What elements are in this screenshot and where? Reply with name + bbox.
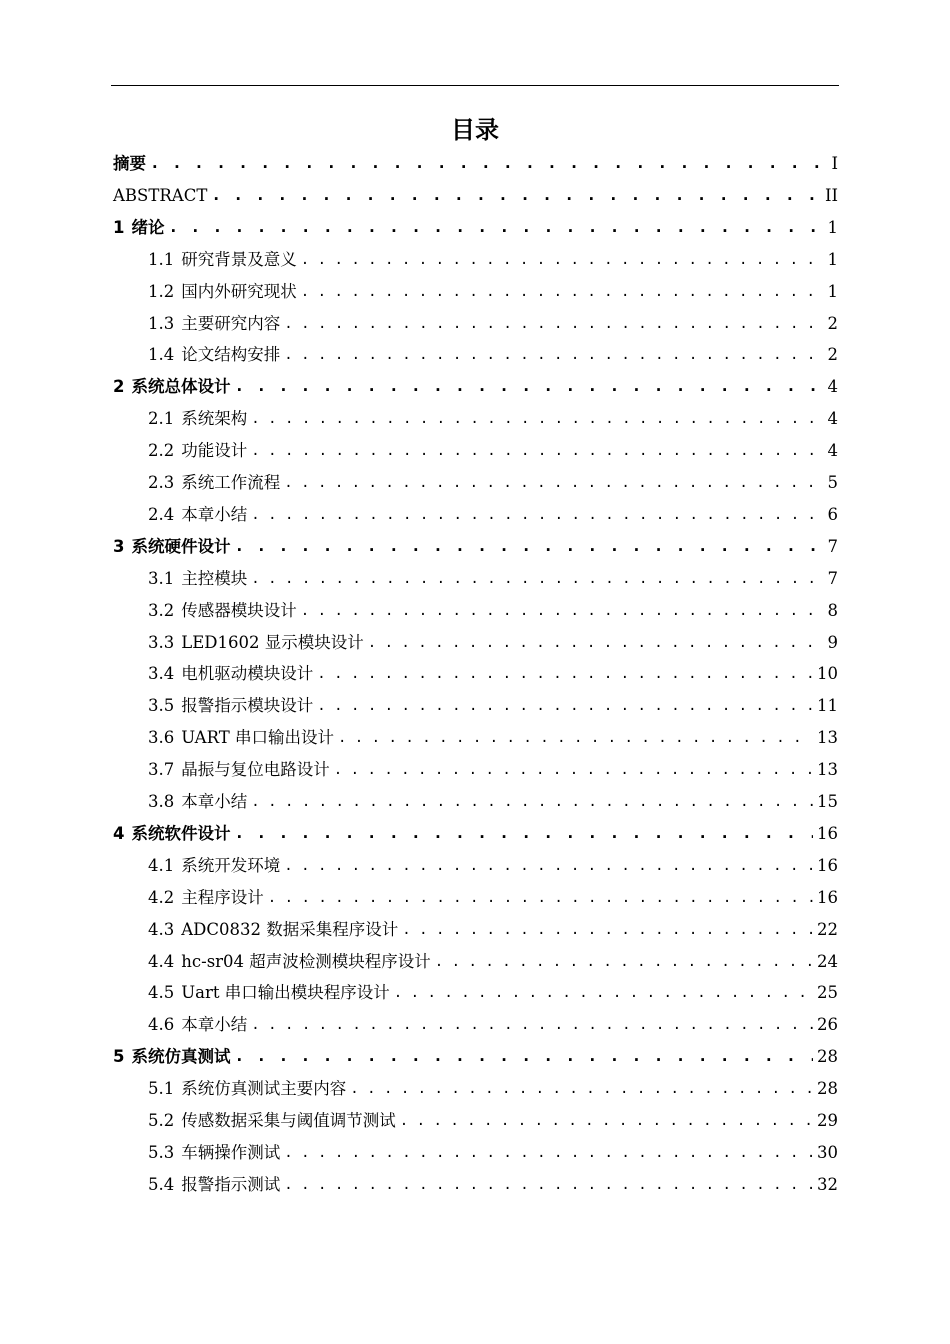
toc-entry-number: 4.3 bbox=[148, 919, 175, 939]
toc-leader-dots bbox=[284, 849, 813, 882]
toc-entry-number: 3 bbox=[113, 536, 125, 556]
toc-entry-number: 2 bbox=[113, 377, 125, 397]
toc-leader-dots bbox=[211, 179, 821, 211]
toc-leader-dots bbox=[394, 976, 813, 1009]
toc-leader-dots bbox=[251, 434, 823, 467]
toc-entry[interactable] bbox=[148, 786, 838, 818]
toc-entry-number: 1 bbox=[113, 217, 125, 237]
toc-entry[interactable] bbox=[148, 754, 838, 786]
toc-entry-title: 系统仿真测试 bbox=[131, 1047, 231, 1067]
toc-page-number: 22 bbox=[817, 919, 838, 939]
toc-page-number: 1 bbox=[827, 281, 838, 301]
toc-page-number: 2 bbox=[827, 345, 838, 365]
toc-entry-number: 3.5 bbox=[148, 696, 175, 716]
toc-leader-dots bbox=[251, 1008, 813, 1041]
toc-entry[interactable] bbox=[148, 882, 838, 914]
toc-entry-title: 传感数据采集与阈值调节测试 bbox=[181, 1111, 396, 1130]
toc-entry[interactable] bbox=[148, 308, 838, 340]
toc-leader-dots bbox=[317, 689, 813, 722]
toc-page-number: 4 bbox=[827, 377, 838, 397]
toc-entry-title: 系统架构 bbox=[181, 409, 248, 429]
toc-entry-title: UART 串口输出设计 bbox=[181, 728, 334, 748]
toc-entry-title: 传感器模块设计 bbox=[181, 600, 297, 620]
toc-entry-number: 1.4 bbox=[148, 345, 175, 365]
toc-leader-dots bbox=[301, 275, 824, 308]
header-rule bbox=[111, 85, 839, 86]
toc-leader-dots bbox=[435, 945, 813, 978]
toc-leader-dots bbox=[284, 466, 823, 499]
toc-entry-number: 4.4 bbox=[148, 951, 175, 971]
toc-page-number: 4 bbox=[827, 409, 838, 429]
toc-entry[interactable] bbox=[148, 467, 838, 499]
toc-leader-dots bbox=[338, 721, 813, 754]
toc-leader-dots bbox=[284, 1136, 813, 1169]
toc-entry[interactable] bbox=[148, 339, 838, 371]
toc-entry-number: 3.3 bbox=[148, 632, 175, 652]
toc-entry-title: 主控模块 bbox=[181, 568, 248, 588]
toc-page-number: 29 bbox=[817, 1111, 838, 1130]
toc-entry-title: 报警指示模块设计 bbox=[181, 696, 314, 716]
toc-entry-title: 系统总体设计 bbox=[131, 377, 231, 397]
toc-entry-title: 功能设计 bbox=[181, 441, 248, 461]
toc-page-number: 13 bbox=[817, 728, 838, 748]
toc-entry[interactable] bbox=[148, 244, 838, 276]
toc-page-number: 6 bbox=[827, 504, 838, 524]
toc-entry[interactable] bbox=[113, 1041, 838, 1073]
toc-entry[interactable] bbox=[148, 914, 838, 946]
toc-entry-title: ADC0832 数据采集程序设计 bbox=[181, 919, 399, 939]
toc-page-number: 10 bbox=[817, 664, 838, 684]
toc-entry-number: 1.1 bbox=[148, 249, 175, 269]
toc-entry-title: 系统硬件设计 bbox=[131, 536, 231, 556]
toc-leader-dots bbox=[234, 817, 813, 849]
toc-leader-dots bbox=[251, 402, 823, 435]
toc-title: 目录 bbox=[451, 116, 499, 144]
toc-page-number: 28 bbox=[817, 1079, 838, 1099]
toc-entry[interactable] bbox=[148, 1137, 838, 1169]
toc-page-number: 16 bbox=[817, 887, 838, 907]
toc-entry-number: 4.2 bbox=[148, 887, 175, 907]
toc-entry-title: ABSTRACT bbox=[113, 185, 208, 205]
toc-entry[interactable] bbox=[113, 371, 838, 403]
toc-page-number: 1 bbox=[827, 249, 838, 269]
toc-page-number: 7 bbox=[827, 536, 838, 556]
toc-leader-dots bbox=[400, 1104, 813, 1137]
toc-entry-number: 2.2 bbox=[148, 441, 175, 461]
toc-entry-number: 5.2 bbox=[148, 1111, 175, 1130]
toc-entry-title: 国内外研究现状 bbox=[181, 281, 297, 301]
toc-page-number: 9 bbox=[827, 632, 838, 652]
toc-leader-dots bbox=[234, 1040, 813, 1072]
toc-page-number: II bbox=[824, 185, 838, 205]
toc-leader-dots bbox=[251, 498, 823, 531]
toc-entry-title: LED1602 显示模块设计 bbox=[181, 632, 364, 652]
toc-entry-title: 车辆操作测试 bbox=[181, 1142, 281, 1162]
toc-page-number: 32 bbox=[817, 1174, 838, 1194]
toc-page-number: 16 bbox=[817, 823, 838, 843]
toc-leader-dots bbox=[234, 530, 823, 562]
toc-entry-title: 系统工作流程 bbox=[181, 473, 281, 492]
toc-leader-dots bbox=[402, 913, 813, 946]
toc-entry[interactable] bbox=[113, 148, 838, 180]
toc-entry[interactable] bbox=[148, 435, 838, 467]
toc-entry[interactable] bbox=[148, 1169, 838, 1201]
toc-page-number: 13 bbox=[817, 760, 838, 780]
toc-entry-title: 电机驱动模块设计 bbox=[181, 664, 314, 684]
toc-entry-title: 研究背景及意义 bbox=[181, 249, 297, 269]
toc-leader-dots bbox=[234, 370, 823, 402]
toc-entry-title: 摘要 bbox=[113, 154, 146, 173]
toc-entry-number: 3.4 bbox=[148, 664, 175, 684]
toc-entry[interactable] bbox=[148, 563, 838, 595]
toc-entry[interactable] bbox=[148, 499, 838, 531]
toc-page-number: 11 bbox=[817, 696, 838, 716]
toc-page-number: 7 bbox=[827, 568, 838, 588]
toc-entry-number: 3.8 bbox=[148, 792, 175, 811]
toc-page-number: 24 bbox=[817, 951, 838, 971]
toc-entry[interactable] bbox=[148, 977, 838, 1009]
toc-entry-title: Uart 串口输出模块程序设计 bbox=[181, 983, 390, 1003]
toc-entry-title: 主程序设计 bbox=[181, 887, 264, 907]
toc-page-number: 8 bbox=[827, 600, 838, 620]
toc-entry[interactable] bbox=[148, 722, 838, 754]
toc-entry-number: 3.6 bbox=[148, 728, 175, 748]
toc-leader-dots bbox=[150, 147, 824, 179]
toc-leader-dots bbox=[368, 626, 824, 659]
toc-entry-title: 本章小结 bbox=[181, 792, 248, 811]
toc-entry-number: 4.6 bbox=[148, 1015, 175, 1035]
toc-entry-number: 3.1 bbox=[148, 568, 175, 588]
toc-page-number: 25 bbox=[817, 983, 838, 1003]
toc-leader-dots bbox=[284, 307, 823, 340]
toc-leader-dots bbox=[168, 211, 823, 243]
toc-entry[interactable] bbox=[148, 850, 838, 882]
toc-page-number: 5 bbox=[827, 473, 838, 492]
toc-entry-title: 系统软件设计 bbox=[131, 823, 231, 843]
toc-leader-dots bbox=[317, 657, 813, 690]
toc-entry-number: 5 bbox=[113, 1047, 125, 1067]
toc-entry-title: 本章小结 bbox=[181, 504, 248, 524]
toc-entry-number: 5.1 bbox=[148, 1079, 175, 1099]
toc-leader-dots bbox=[284, 338, 823, 371]
toc-page-number: 30 bbox=[817, 1142, 838, 1162]
toc-entry-number: 2.1 bbox=[148, 409, 175, 429]
toc-entry-number: 1.2 bbox=[148, 281, 175, 301]
toc-entry-title: 晶振与复位电路设计 bbox=[181, 760, 330, 780]
toc-leader-dots bbox=[268, 881, 813, 914]
toc-leader-dots bbox=[251, 785, 813, 818]
toc-entry-title: 系统开发环境 bbox=[181, 855, 281, 875]
toc-entry-number: 1.3 bbox=[148, 313, 175, 333]
toc-entry-number: 2.4 bbox=[148, 504, 175, 524]
toc-page-number: 16 bbox=[817, 855, 838, 875]
toc-entry[interactable] bbox=[148, 658, 838, 690]
toc-entry[interactable] bbox=[113, 531, 838, 563]
toc-entry-number: 3.2 bbox=[148, 600, 175, 620]
toc-page-number: 15 bbox=[817, 792, 838, 811]
toc-page-number: I bbox=[831, 154, 838, 173]
toc-entry-title: 本章小结 bbox=[181, 1015, 248, 1035]
toc-entry[interactable] bbox=[148, 595, 838, 627]
toc-entry[interactable] bbox=[148, 403, 838, 435]
toc-leader-dots bbox=[251, 562, 823, 595]
toc-leader-dots bbox=[284, 1168, 813, 1201]
toc-leader-dots bbox=[350, 1072, 813, 1105]
toc-entry-number: 4 bbox=[113, 823, 125, 843]
toc-page-number: 28 bbox=[817, 1047, 838, 1067]
toc-page-number: 1 bbox=[827, 217, 838, 237]
toc-entry-number: 5.3 bbox=[148, 1142, 175, 1162]
toc-entry[interactable] bbox=[148, 1073, 838, 1105]
toc-entry[interactable] bbox=[148, 1105, 838, 1137]
toc-entry[interactable] bbox=[148, 1009, 838, 1041]
toc-entry[interactable] bbox=[148, 690, 838, 722]
toc-page-number: 26 bbox=[817, 1015, 838, 1035]
toc-entry-number: 3.7 bbox=[148, 760, 175, 780]
toc-entry-number: 4.1 bbox=[148, 855, 175, 875]
toc-entry[interactable] bbox=[113, 180, 838, 212]
toc-entry-title: 绪论 bbox=[131, 217, 165, 237]
toc-leader-dots bbox=[334, 753, 813, 786]
toc-entry-title: 报警指示测试 bbox=[181, 1174, 281, 1194]
toc-entry[interactable] bbox=[148, 946, 838, 978]
toc-page-number: 4 bbox=[827, 441, 838, 461]
toc-entry-title: 系统仿真测试主要内容 bbox=[181, 1079, 347, 1099]
toc-leader-dots bbox=[301, 243, 824, 276]
toc-entry-title: 主要研究内容 bbox=[181, 313, 281, 333]
toc-entry[interactable] bbox=[113, 818, 838, 850]
toc-entry[interactable] bbox=[148, 276, 838, 308]
toc-entry[interactable] bbox=[113, 212, 838, 244]
toc-entry-title: 论文结构安排 bbox=[181, 345, 281, 365]
toc-leader-dots bbox=[301, 594, 824, 627]
toc-entry-number: 5.4 bbox=[148, 1174, 175, 1194]
toc-entry[interactable] bbox=[148, 627, 838, 659]
toc-entry-title: hc-sr04 超声波检测模块程序设计 bbox=[181, 951, 431, 971]
toc-entry-number: 2.3 bbox=[148, 473, 175, 492]
toc-page-number: 2 bbox=[827, 313, 838, 333]
toc-entry-number: 4.5 bbox=[148, 983, 175, 1003]
